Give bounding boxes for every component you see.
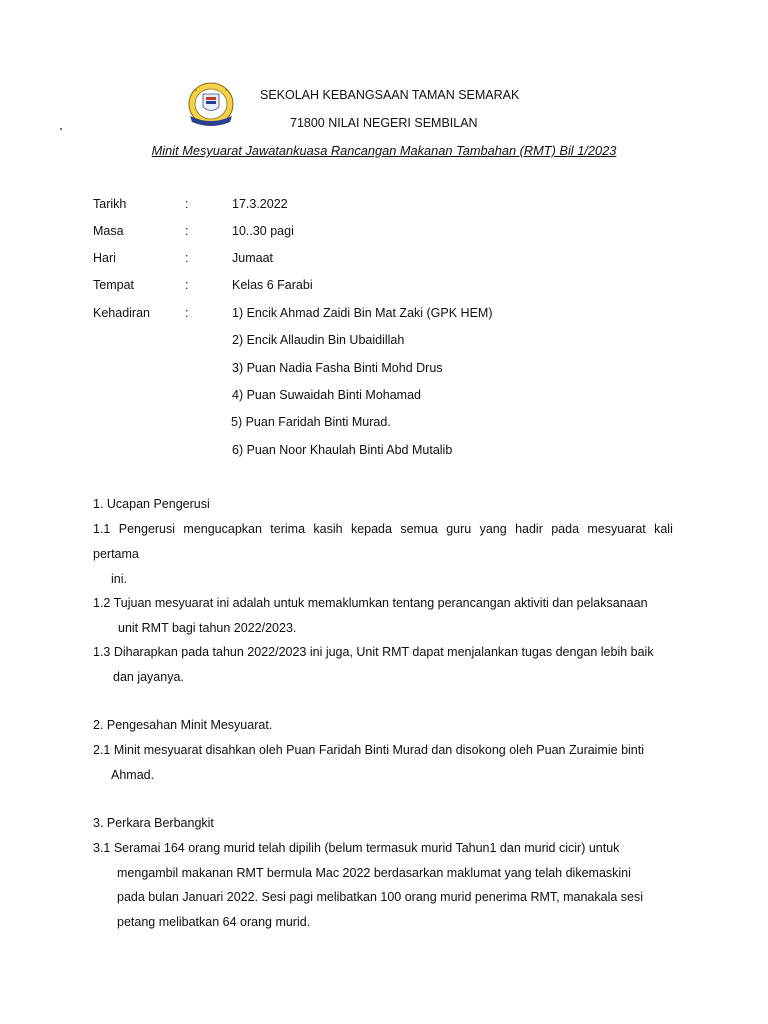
section-1-2-line-1: 1.2 Tujuan mesyuarat ini adalah untuk memaklumkan tentang perancangan aktiviti dan pelaksanaan (93, 596, 648, 610)
minute-title: Minit Mesyuarat Jawatankuasa Rancangan Makanan Tambahan (RMT) Bil 1/2023 (151, 143, 617, 158)
section-3-1-line-3: pada bulan Januari 2022. Sesi pagi melibatkan 100 orang murid penerima RMT, manakala sesi (117, 890, 644, 904)
section-3-1-line-2: mengambil makanan RMT bermula Mac 2022 berdasarkan maklumat yang telah dikemaskini (117, 866, 631, 880)
justified-word: kasih (313, 522, 343, 536)
field-label: Tarikh (93, 197, 127, 211)
justified-word: terima (270, 522, 306, 536)
field-value: Kelas 6 Farabi (232, 278, 313, 292)
justified-word: hadir (515, 522, 543, 536)
school-name: SEKOLAH KEBANGSAAN TAMAN SEMARAK (260, 88, 520, 102)
attendee-item: 2) Encik Allaudin Bin Ubaidillah (232, 333, 405, 347)
field-colon: : (185, 224, 189, 238)
section-2-1-line-2: Ahmad. (111, 768, 155, 782)
attendee-item: 1) Encik Ahmad Zaidi Bin Mat Zaki (GPK HEM) (232, 306, 493, 320)
justified-word: pada (551, 522, 580, 536)
field-label: Tempat (93, 278, 134, 292)
field-tarikh (93, 197, 693, 217)
field-value: Jumaat (232, 251, 273, 265)
section-1-2-line-2: unit RMT bagi tahun 2022/2023. (118, 621, 297, 635)
section-2-heading: 2. Pengesahan Minit Mesyuarat. (93, 718, 273, 732)
attendee-item: 6) Puan Noor Khaulah Binti Abd Mutalib (232, 443, 453, 457)
justified-word: kepada (350, 522, 392, 536)
attendee-item: 5) Puan Faridah Binti Murad. (231, 415, 391, 429)
field-masa (93, 224, 693, 244)
field-label: Kehadiran (93, 306, 150, 320)
stray-dot (60, 128, 62, 130)
justified-word: mengucapkan (183, 522, 262, 536)
justified-line (93, 522, 673, 536)
section-1-1-line-3: ini. (111, 572, 127, 586)
justified-word: yang (479, 522, 507, 536)
attendee-item: 3) Puan Nadia Fasha Binti Mohd Drus (232, 361, 443, 375)
field-kehadiran (93, 306, 693, 326)
section-1-3-line-1: 1.3 Diharapkan pada tahun 2022/2023 ini juga, Unit RMT dapat menjalankan tugas dengan lebih baik (93, 645, 654, 659)
field-label: Hari (93, 251, 116, 265)
field-colon: : (185, 197, 189, 211)
field-hari (93, 251, 693, 271)
section-1-heading: 1. Ucapan Pengerusi (93, 497, 210, 511)
justified-word: mesyuarat (587, 522, 646, 536)
field-colon: : (185, 251, 189, 265)
justified-word: kali (654, 522, 673, 536)
section-3-1-line-4: petang melibatkan 64 orang murid. (117, 915, 311, 929)
section-3-heading: 3. Perkara Berbangkit (93, 816, 214, 830)
section-1-1-line-1 (93, 522, 673, 536)
section-1-1-line-2: pertama (93, 547, 139, 561)
school-address: 71800 NILAI NEGERI SEMBILAN (290, 116, 478, 130)
section-3-1-line-1: 3.1 Seramai 164 orang murid telah dipilih (belum termasuk murid Tahun1 dan murid cicir) untuk (93, 841, 620, 855)
justified-word: Pengerusi (118, 522, 176, 536)
justified-word: guru (446, 522, 472, 536)
section-2-1-line-1: 2.1 Minit mesyuarat disahkan oleh Puan Faridah Binti Murad dan disokong oleh Puan Zuraimie binti (93, 743, 645, 757)
field-value: 17.3.2022 (232, 197, 288, 211)
field-value: 10..30 pagi (232, 224, 294, 238)
field-tempat (93, 278, 693, 298)
justified-word: semua (400, 522, 438, 536)
justified-word: 1.1 (93, 522, 111, 536)
field-colon: : (185, 278, 189, 292)
field-colon: : (185, 306, 189, 320)
field-label: Masa (93, 224, 124, 238)
school-logo (186, 80, 236, 132)
section-1-3-line-2: dan jayanya. (113, 670, 184, 684)
attendee-item: 4) Puan Suwaidah Binti Mohamad (232, 388, 422, 402)
